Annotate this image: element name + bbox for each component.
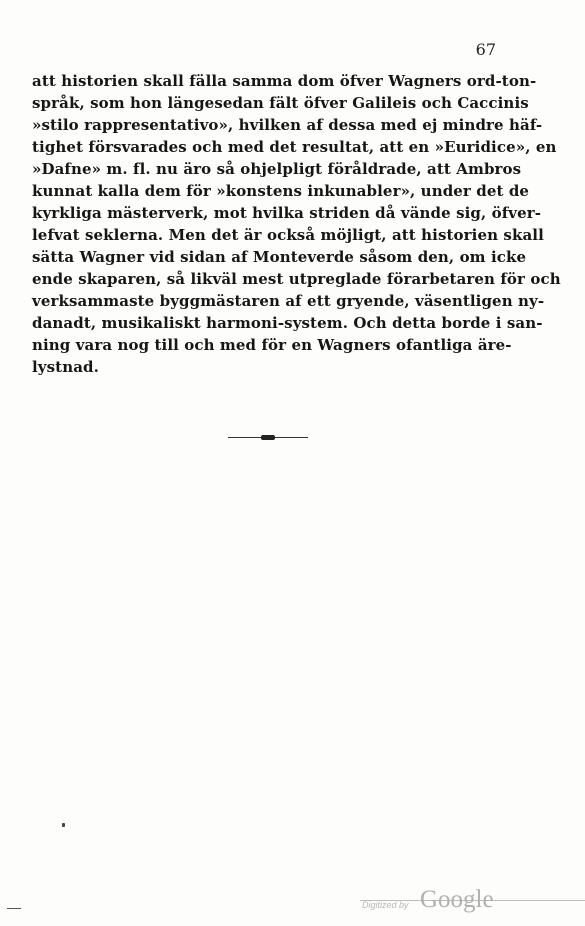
text-line: lystnad.	[32, 358, 99, 376]
text-line: »Dafne» m. fl. nu äro så ohjelpligt föråldrade, att Ambros	[32, 160, 522, 178]
text-line: att historien skall fälla samma dom öfver Wagners ord-ton-	[32, 72, 537, 90]
watermark-prefix: Digitized by	[362, 900, 409, 910]
digitized-watermark	[358, 886, 538, 920]
watermark-brand: Google	[420, 886, 494, 913]
body-paragraph	[32, 70, 561, 378]
ornament-center	[261, 435, 275, 440]
text-line: verksammaste byggmästaren af ett gryende, väsentligen ny-	[32, 292, 545, 310]
text-line: sätta Wagner vid sidan af Monteverde såsom den, om icke	[32, 248, 527, 266]
text-line: kyrkliga mästerverk, mot hvilka striden då vände sig, öfver-	[32, 204, 542, 222]
margin-mark	[7, 908, 21, 909]
section-end-ornament	[228, 434, 308, 442]
text-line: kunnat kalla dem för »konstens inkunabler», under det de	[32, 182, 530, 200]
text-line: tighet försvarades och med det resultat, att en »Euridice», en	[32, 138, 557, 156]
text-line: språk, som hon längesedan fält öfver Galileis och Caccinis	[32, 94, 529, 112]
text-line: ning vara nog till och med för en Wagners ofantliga äre-	[32, 336, 512, 354]
text-line: »stilo rappresentativo», hvilken af dessa med ej mindre häf-	[32, 116, 543, 134]
print-speck	[62, 823, 65, 827]
text-line: ende skaparen, så likväl mest utpreglade förarbetaren för och	[32, 270, 561, 288]
page-number: 67	[475, 40, 496, 59]
text-line: danadt, musikaliskt harmoni-system. Och detta borde i san-	[32, 314, 543, 332]
text-line: lefvat seklerna. Men det är också möjligt, att historien skall	[32, 226, 544, 244]
